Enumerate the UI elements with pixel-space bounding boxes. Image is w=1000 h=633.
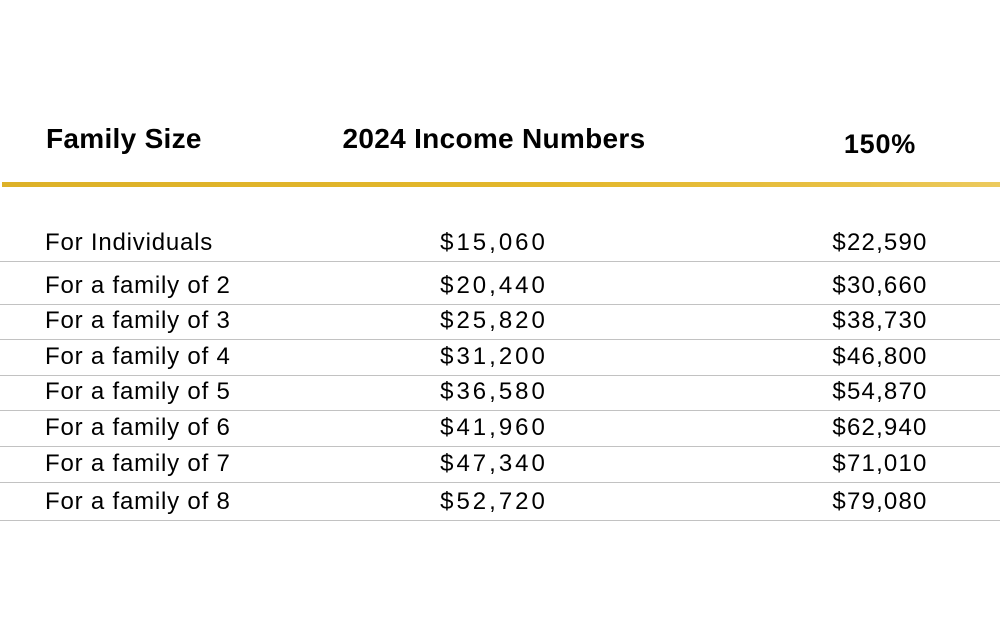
table-body bbox=[0, 187, 1000, 521]
family-size-label: For a family of 6 bbox=[45, 414, 231, 441]
pct150-value: $79,080 bbox=[832, 488, 928, 515]
table-row bbox=[0, 262, 1000, 305]
income-value: $15,060 bbox=[440, 229, 548, 256]
income-value: $25,820 bbox=[440, 307, 548, 334]
family-size-label: For a family of 2 bbox=[45, 272, 231, 299]
column-header-2024-income-numbers: 2024 Income Numbers bbox=[342, 123, 646, 154]
table-row bbox=[0, 187, 1000, 262]
income-value: $31,200 bbox=[440, 343, 548, 370]
pct150-value: $71,010 bbox=[832, 450, 928, 477]
family-size-label: For a family of 7 bbox=[45, 450, 231, 477]
table-row bbox=[0, 305, 1000, 340]
income-value: $20,440 bbox=[440, 272, 548, 299]
table-row bbox=[0, 447, 1000, 483]
income-value: $41,960 bbox=[440, 414, 548, 441]
table-row bbox=[0, 411, 1000, 447]
family-size-label: For Individuals bbox=[45, 229, 214, 256]
income-value: $36,580 bbox=[440, 378, 548, 405]
table-row bbox=[0, 376, 1000, 411]
income-value: $47,340 bbox=[440, 450, 548, 477]
family-size-label: For a family of 4 bbox=[45, 343, 231, 370]
family-size-label: For a family of 8 bbox=[45, 488, 231, 515]
pct150-value: $46,800 bbox=[832, 343, 928, 370]
family-size-label: For a family of 3 bbox=[45, 307, 231, 334]
pct150-value: $22,590 bbox=[832, 229, 928, 256]
table-row bbox=[0, 340, 1000, 376]
pct150-value: $38,730 bbox=[832, 307, 928, 334]
table-header bbox=[0, 108, 1000, 170]
column-header-family-size: Family Size bbox=[46, 123, 202, 154]
pct150-value: $30,660 bbox=[832, 272, 928, 299]
table-row bbox=[0, 483, 1000, 521]
pct150-value: $54,870 bbox=[832, 378, 928, 405]
pct150-value: $62,940 bbox=[832, 414, 928, 441]
income-value: $52,720 bbox=[440, 488, 548, 515]
family-size-label: For a family of 5 bbox=[45, 378, 231, 405]
column-header-150-percent: 150% bbox=[843, 128, 917, 159]
